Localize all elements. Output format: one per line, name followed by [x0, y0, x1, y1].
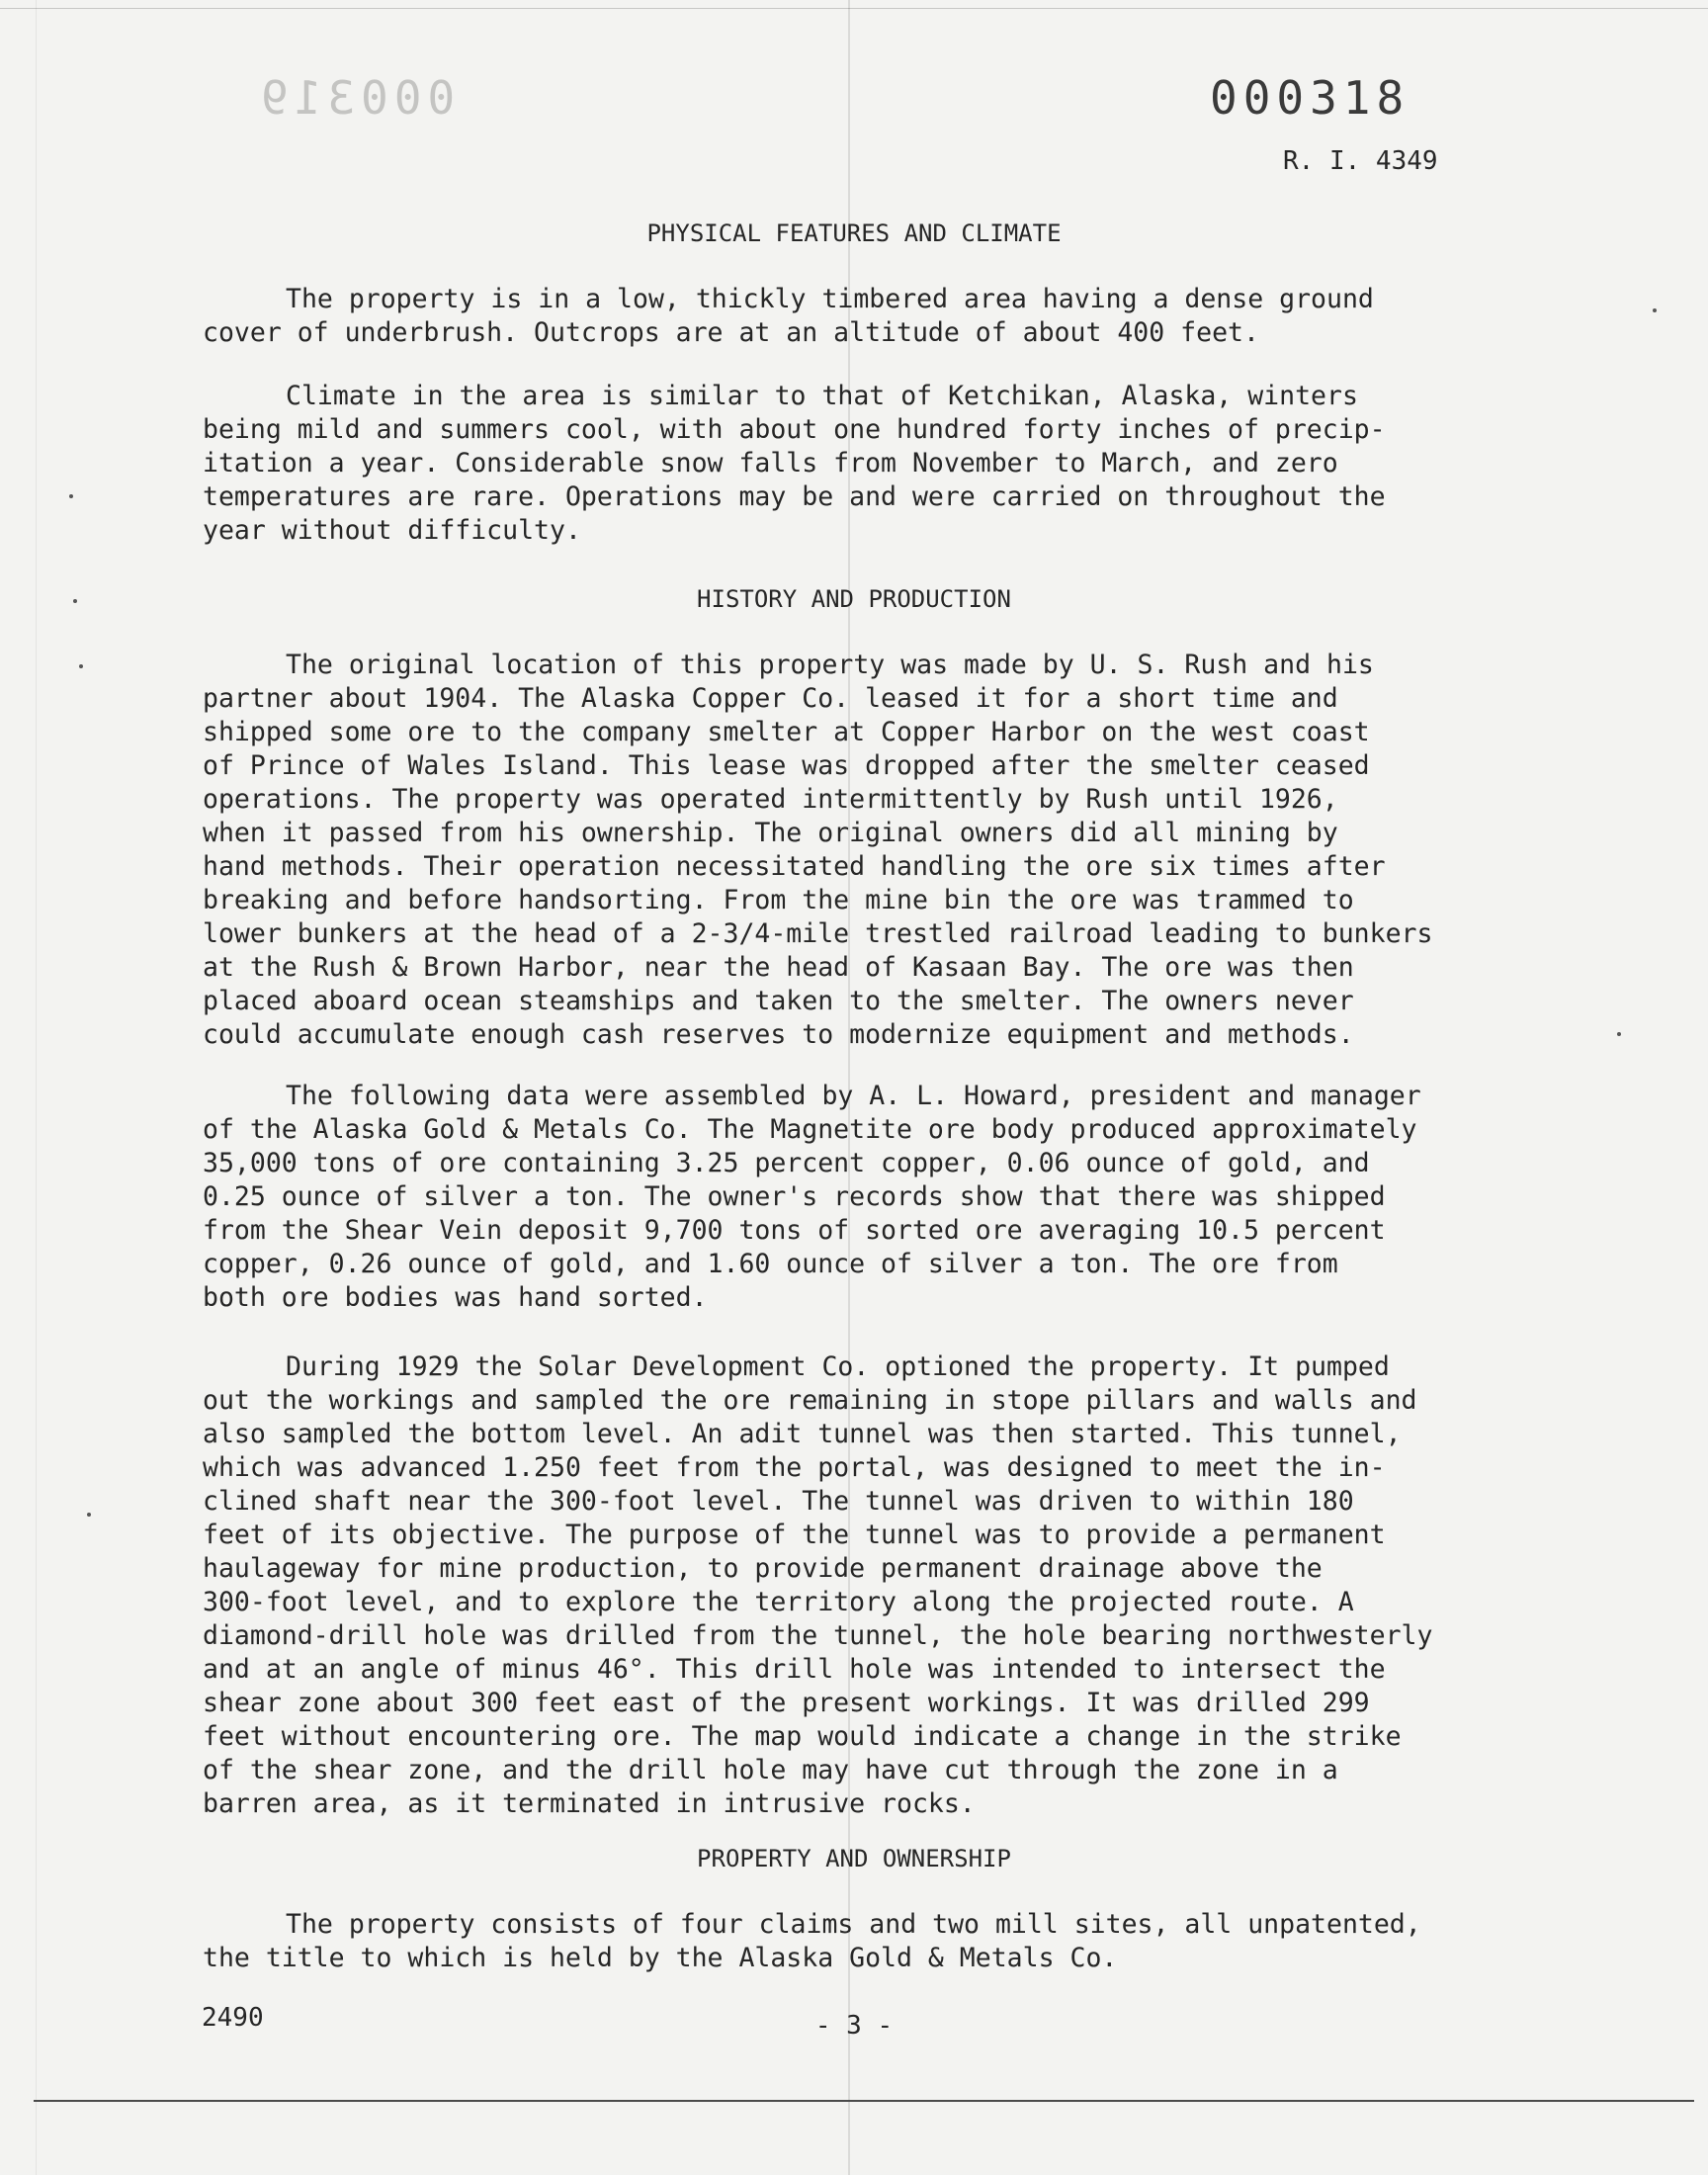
text-line: the title to which is held by the Alaska Gold & Metals Co.	[203, 1943, 1118, 1973]
text-line: 35,000 tons of ore containing 3.25 percent copper, 0.06 ounce of gold, and	[203, 1148, 1370, 1178]
text-line: The following data were assembled by A. L. Howard, president and manager	[286, 1081, 1421, 1111]
text-line: diamond-drill hole was drilled from the tunnel, the hole bearing northwesterly	[203, 1620, 1433, 1651]
text-line: The property consists of four claims and two mill sites, all unpatented,	[286, 1909, 1421, 1940]
text-line: placed aboard ocean steamships and taken to the smelter. The owners never	[203, 986, 1354, 1016]
scan-speck	[1617, 1032, 1621, 1036]
ghost-page-stamp: 000319	[255, 71, 456, 125]
text-line: when it passed from his ownership. The original owners did all mining by	[203, 818, 1338, 848]
text-line: being mild and summers cool, with about one hundred forty inches of precip-	[203, 414, 1386, 445]
text-line: operations. The property was operated intermittently by Rush until 1926,	[203, 784, 1338, 815]
text-line: of Prince of Wales Island. This lease was dropped after the smelter ceased	[203, 750, 1370, 781]
text-line: from the Shear Vein deposit 9,700 tons of sorted ore averaging 10.5 percent	[203, 1215, 1386, 1246]
text-line: and at an angle of minus 46°. This drill hole was intended to intersect the	[203, 1654, 1386, 1685]
section-heading-history-production: HISTORY AND PRODUCTION	[697, 585, 1011, 613]
text-line: out the workings and sampled the ore remaining in stope pillars and walls and	[203, 1385, 1417, 1416]
scan-speck	[73, 599, 77, 603]
scan-speck	[1653, 308, 1657, 312]
text-line: shipped some ore to the company smelter at Copper Harbor on the west coast	[203, 717, 1370, 747]
scan-speck	[69, 494, 73, 498]
text-line: year without difficulty.	[203, 515, 581, 546]
bottom-edge-rule	[34, 2100, 1694, 2102]
text-line: breaking and before handsorting. From the mine bin the ore was trammed to	[203, 885, 1354, 915]
scan-speck	[79, 664, 83, 668]
footer-document-number: 2490	[202, 2003, 264, 2033]
text-line: Climate in the area is similar to that of Ketchikan, Alaska, winters	[286, 381, 1358, 411]
paragraph	[203, 1080, 1527, 1315]
text-line: at the Rush & Brown Harbor, near the head of Kasaan Bay. The ore was then	[203, 952, 1354, 983]
text-line: feet of its objective. The purpose of the tunnel was to provide a permanent	[203, 1520, 1386, 1550]
text-line: of the shear zone, and the drill hole may have cut through the zone in a	[203, 1755, 1338, 1785]
text-line: lower bunkers at the head of a 2-3/4-mile trestled railroad leading to bunkers	[203, 918, 1433, 949]
section-heading-property-ownership: PROPERTY AND OWNERSHIP	[697, 1845, 1011, 1872]
text-line: During 1929 the Solar Development Co. optioned the property. It pumped	[286, 1351, 1390, 1382]
text-line: partner about 1904. The Alaska Copper Co. leased it for a short time and	[203, 683, 1338, 714]
paragraph	[203, 380, 1527, 548]
text-line: haulageway for mine production, to provide permanent drainage above the	[203, 1553, 1323, 1584]
text-line: feet without encountering ore. The map would indicate a change in the strike	[203, 1721, 1402, 1752]
text-line: The original location of this property was made by U. S. Rush and his	[286, 650, 1374, 680]
paragraph	[203, 649, 1527, 1052]
text-line: hand methods. Their operation necessitated handling the ore six times after	[203, 851, 1386, 882]
text-line: cover of underbrush. Outcrops are at an altitude of about 400 feet.	[203, 317, 1259, 348]
text-line: 300-foot level, and to explore the territory along the projected route. A	[203, 1587, 1354, 1617]
text-line: shear zone about 300 feet east of the present workings. It was drilled 299	[203, 1688, 1370, 1718]
text-line: 0.25 ounce of silver a ton. The owner's records show that there was shipped	[203, 1181, 1386, 1212]
text-line: also sampled the bottom level. An adit tunnel was then started. This tunnel,	[203, 1419, 1402, 1449]
report-number: R. I. 4349	[1283, 146, 1438, 176]
page-stamp: 000318	[1210, 71, 1410, 125]
text-line: temperatures are rare. Operations may be and were carried on throughout the	[203, 481, 1386, 512]
text-line: could accumulate enough cash reserves to modernize equipment and methods.	[203, 1019, 1354, 1050]
paragraph	[203, 283, 1527, 350]
page-number: - 3 -	[814, 2011, 894, 2041]
text-line: The property is in a low, thickly timbered area having a dense ground	[286, 284, 1374, 314]
text-line: itation a year. Considerable snow falls from November to March, and zero	[203, 448, 1338, 478]
text-line: of the Alaska Gold & Metals Co. The Magnetite ore body produced approximately	[203, 1114, 1417, 1145]
text-line: copper, 0.26 ounce of gold, and 1.60 ounce of silver a ton. The ore from	[203, 1249, 1338, 1279]
top-edge-rule	[0, 8, 1708, 9]
text-line: barren area, as it terminated in intrusive rocks.	[203, 1788, 976, 1819]
section-heading-physical-features: PHYSICAL FEATURES AND CLIMATE	[646, 219, 1062, 247]
text-line: which was advanced 1.250 feet from the portal, was designed to meet the in-	[203, 1452, 1386, 1483]
paragraph	[203, 1908, 1527, 1975]
scan-speck	[87, 1513, 91, 1517]
text-line: both ore bodies was hand sorted.	[203, 1282, 708, 1313]
paragraph	[203, 1350, 1527, 1821]
text-line: clined shaft near the 300-foot level. The tunnel was driven to within 180	[203, 1486, 1354, 1517]
